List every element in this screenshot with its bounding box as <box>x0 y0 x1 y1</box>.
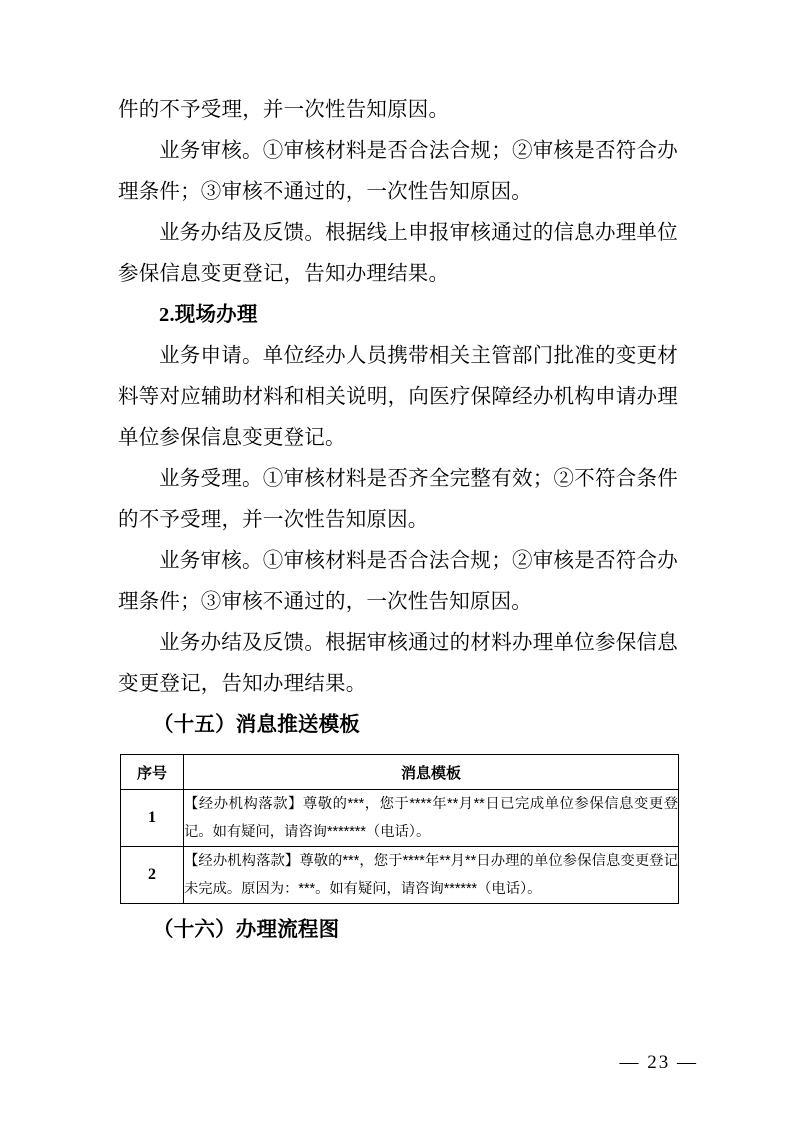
table-row <box>121 847 679 904</box>
paragraph-business-review-onsite: 业务审核。①审核材料是否合法合规；②审核是否符合办理条件；③审核不通过的，一次性告知原因。 <box>118 550 678 613</box>
table-cell-no: 1 <box>121 790 184 847</box>
paragraph-business-completion: 业务办结及反馈。根据线上申报审核通过的信息办理单位参保信息变更登记，告知办理结果。 <box>118 222 678 285</box>
table-cell-no: 2 <box>121 847 184 904</box>
table-row <box>121 790 679 847</box>
section-heading-message-template: （十五）消息推送模板 <box>153 714 360 736</box>
page-number: — 23 — <box>619 1052 698 1073</box>
table-header-template: 消息模板 <box>184 755 679 790</box>
table-cell-template: 【经办机构落款】尊敬的***，您于****年**月**日办理的单位参保信息变更登记未完成。原因为：***。如有疑问，请咨询******（电话）。 <box>184 847 679 904</box>
paragraph-business-completion-onsite: 业务办结及反馈。根据审核通过的材料办理单位参保信息变更登记，告知办理结果。 <box>118 632 678 695</box>
paragraph-continuation: 件的不予受理，并一次性告知原因。 <box>118 99 450 121</box>
paragraph-business-acceptance: 业务受理。①审核材料是否齐全完整有效；②不符合条件的不予受理，并一次性告知原因。 <box>118 468 678 531</box>
message-template-table <box>120 754 679 904</box>
paragraph-business-application: 业务申请。单位经办人员携带相关主管部门批准的变更材料等对应辅助材料和相关说明，向医疗保障经办机构申请办理单位参保信息变更登记。 <box>118 345 678 449</box>
table-header <box>121 755 679 790</box>
table-header-row <box>121 755 679 790</box>
page-content <box>118 90 678 951</box>
section-heading-flowchart: （十六）办理流程图 <box>153 919 340 941</box>
table-cell-template: 【经办机构落款】尊敬的***，您于****年**月**日已完成单位参保信息变更登记。如有疑问，请咨询*******（电话）。 <box>184 790 679 847</box>
table-body <box>121 790 679 904</box>
subheading-onsite-handling: 2.现场办理 <box>159 304 258 326</box>
paragraph-business-review: 业务审核。①审核材料是否合法合规；②审核是否符合办理条件；③审核不通过的，一次性告知原因。 <box>118 140 678 203</box>
table-header-no: 序号 <box>121 755 184 790</box>
